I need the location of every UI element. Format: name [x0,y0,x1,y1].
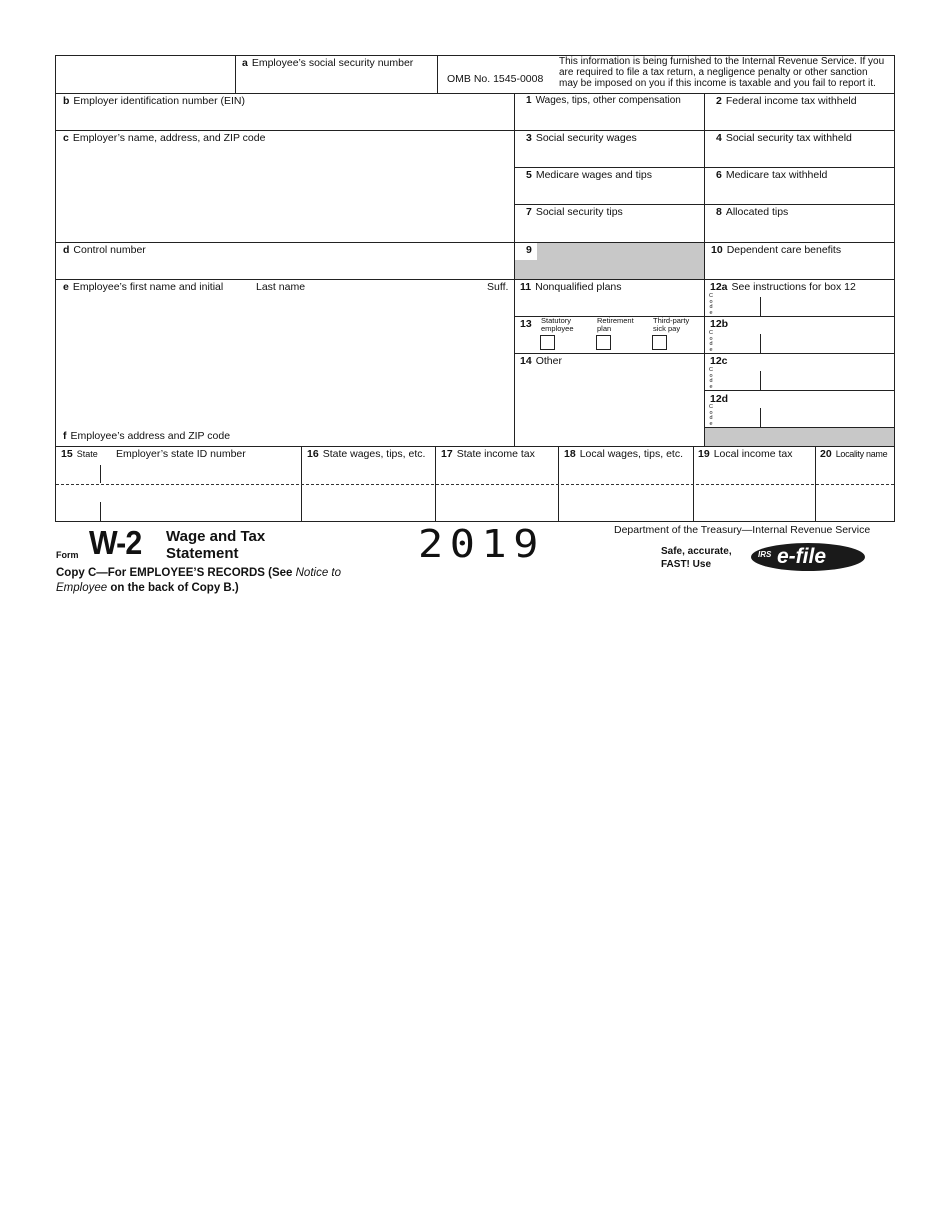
box-9-shading [537,243,705,260]
state-separator [100,465,101,483]
divider [235,55,236,93]
box-f-label: f Employee’s address and ZIP code [63,430,231,442]
box-6-label: 6 Medicare tax withheld [716,169,828,181]
divider [514,353,704,354]
divider [55,130,515,131]
omb-number: OMB No. 1545-0008 [447,73,544,85]
efile-logo-text: e-file [777,545,827,568]
box-4-label: 4 Social security tax withheld [716,132,852,144]
department-line: Department of the Treasury—Internal Revenue Service [614,524,871,536]
box-b-label: b Employer identification number (EIN) [63,95,245,107]
box-12b-label: 12b [710,318,729,330]
box-11-label: 11 Nonqualified plans [520,281,622,293]
box-5-label: 5 Medicare wages and tips [526,169,652,181]
box-12c-code-label: C o d e [709,367,713,390]
box-a-label: a Employee’s social security number [242,57,414,69]
code-separator [760,297,761,316]
divider [514,167,895,168]
form-title: Wage and Tax Statement [166,528,266,562]
box-12a-code-label: C o d e [709,293,713,316]
divider [704,353,895,354]
divider [55,93,895,94]
safe-accurate-text: Safe, accurate, FAST! Use [661,546,732,570]
box-c-label: c Employer’s name, address, and ZIP code [63,132,266,144]
box-1-label: 1 Wages, tips, other compensation [526,95,681,106]
box-3-label: 3 Social security wages [526,132,637,144]
box-14-label: 14 Other [520,355,562,367]
irs-notice: This information is being furnished to the Internal Revenue Service. If you are required to file a tax return, a negligence penalty or other sanction may be imposed on you if this income is taxable and you fail to report it. [559,56,885,89]
box-d-label: d Control number [63,244,146,256]
divider [514,242,895,243]
box-12d-code-label: C o d e [709,404,713,427]
third-party-sick-pay-checkbox[interactable] [652,335,667,350]
code-separator [760,371,761,390]
box-13-label: 13 [520,318,532,330]
irs-efile-logo [751,543,865,571]
divider [514,130,895,131]
divider [55,242,515,243]
box-e-label: e Employee’s first name and initial [63,281,224,293]
form-border-left [55,55,56,522]
state-separator [100,502,101,521]
divider [514,279,895,280]
retirement-plan-checkbox[interactable] [596,335,611,350]
form-word: Form [56,550,79,560]
box-12a-label: 12a See instructions for box 12 [710,281,856,293]
box-e-last-name: Last name [256,281,306,293]
box-16-label: 16 State wages, tips, etc. [307,448,426,460]
box-12-bottom-shading [705,428,894,446]
box-17-label: 17 State income tax [441,448,535,460]
box-12c-label: 12c [710,355,728,367]
third-party-sick-pay-label: Third-party sick pay [653,316,690,333]
box-20-label: 20 Locality name [820,448,888,460]
form-border-right [894,55,895,522]
box-9-shading-lower [515,260,705,279]
state-row-dashed-divider [56,484,894,485]
tax-year: 2019 [418,522,546,566]
divider [514,204,895,205]
box-9-label: 9 [526,244,532,256]
code-separator [760,408,761,427]
box-12b-code-label: C o d e [709,330,713,353]
code-separator [760,334,761,353]
divider [704,427,895,428]
irs-logo-text: IRS [758,550,772,559]
form-id: W-2 [89,524,142,561]
box-8-label: 8 Allocated tips [716,206,789,218]
box-12d-label: 12d [710,393,729,405]
box-2-label: 2 Federal income tax withheld [716,95,857,107]
box-10-label: 10 Dependent care benefits [711,244,842,256]
box-19-label: 19 Local income tax [698,448,793,460]
statutory-employee-checkbox[interactable] [540,335,555,350]
divider [514,93,515,447]
box-7-label: 7 Social security tips [526,206,623,218]
divider [704,93,705,447]
divider [55,279,515,280]
box-18-label: 18 Local wages, tips, etc. [564,448,683,460]
divider [437,55,438,93]
divider [55,446,895,447]
box-15-state-id-label: Employer’s state ID number [116,448,246,460]
box-15-label: 15 State [61,448,98,460]
divider [704,390,895,391]
copy-c-description: Copy C—For EMPLOYEE’S RECORDS (See Notice to Employee on the back of Copy B.) [56,567,342,594]
box-e-suffix: Suff. [487,281,509,293]
divider [704,316,895,317]
statutory-employee-label: Statutory employee [541,316,574,333]
retirement-plan-label: Retirement plan [597,316,634,333]
